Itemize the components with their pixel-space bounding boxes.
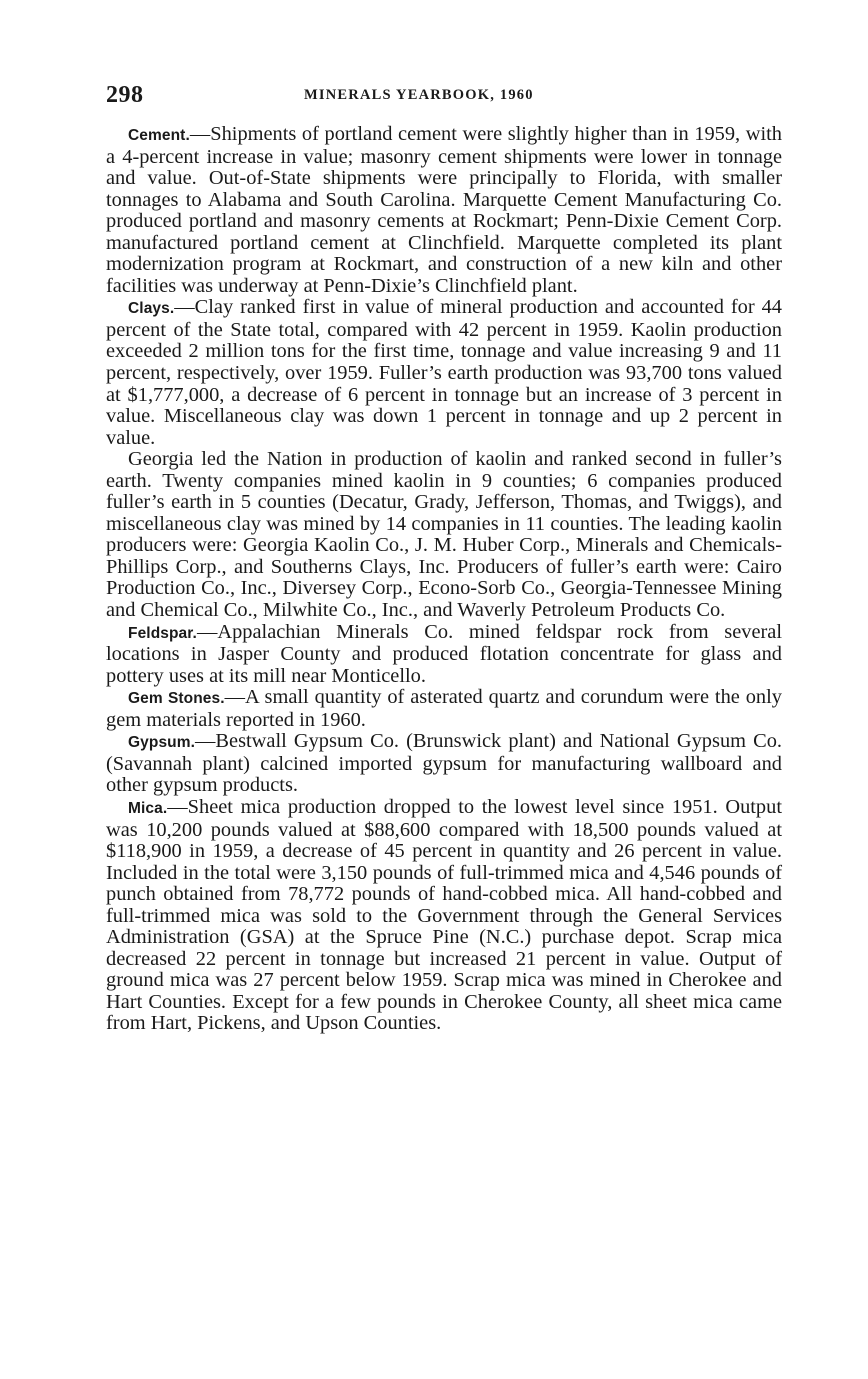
- paragraph-text: —Sheet mica production dropped to the lowest level since 1951. Output was 10,200 pounds valued at $88,600 compared with 18,500 pounds valued at $118,900 in 1959, a decrease of 45 percent in quantity and 26 percent in value. Included in the total were 3,150 pounds of full-trimmed mica and 4,546 pounds of punch obtained from 78,772 pounds of hand-cobbed mica. All hand-cobbed and full-trimmed mica was sold to the Government through the General Services Administration (GSA) at the Spruce Pine (N.C.) purchase depot. Scrap mica decreased 22 percent in tonnage but increased 21 percent in value. Output of ground mica was 27 percent below 1959. Scrap mica was mined in Cherokee and Hart Counties. Except for a few pounds in Cherokee County, all sheet mica came from Hart, Pickens, and Upson Counties.: [106, 795, 782, 1035]
- paragraph-clays: [106, 297, 782, 449]
- paragraph-text: —Clay ranked first in value of mineral production and accounted for 44 percent of the State total, compared with 42 percent in 1959. Kaolin production exceeded 2 million tons for the first time, tonnage and value increasing 9 and 11 percent, respectively, over 1959. Fuller’s earth production was 93,700 tons valued at $1,777,000, a decrease of 6 percent in tonnage but an increase of 3 percent in value. Miscellaneous clay was down 1 percent in tonnage and up 2 percent in value.: [106, 296, 782, 449]
- paragraph-text: —Appalachian Minerals Co. mined feldspar rock from several locations in Jasper County and produced flotation concentrate for glass and pottery uses at its mill near Monticello.: [106, 620, 782, 687]
- page-number: 298: [106, 82, 144, 108]
- section-heading-gem-stones: Gem Stones.: [128, 690, 225, 708]
- paragraph-clays-producers: [106, 449, 782, 621]
- section-heading-cement: Cement.: [128, 127, 190, 144]
- section-heading-clays: Clays.: [128, 300, 175, 318]
- section-heading-feldspar: Feldspar.: [128, 624, 197, 642]
- paragraph-feldspar: [106, 622, 782, 688]
- paragraph-text: —Shipments of portland cement were slightly higher than in 1959, with a 4-percent increase in value; masonry cement shipments were lower in tonnage and value. Out-of-State shipments were principally to Florida, with smaller tonnages to Alabama and South Carolina. Marquette Cement Manufacturing Co. produced portland and masonry cements at Rockmart; Penn-Dixie Cement Corp. manufactured portland cement at Clinchfield. Marquette completed its plant modernization program at Rockmart, and construction of a new kiln and other facilities was underway at Penn-Dixie’s Clinchfield plant.: [106, 123, 782, 297]
- paragraph-text: —Bestwall Gypsum Co. (Brunswick plant) and National Gypsum Co. (Savannah plant) calcined imported gypsum for manufacturing wallboard and other gypsum products.: [106, 730, 782, 797]
- paragraph-mica: [106, 797, 782, 1035]
- body-text: [106, 124, 782, 1035]
- paragraph-cement: [106, 124, 782, 297]
- running-title: MINERALS YEARBOOK, 1960: [304, 87, 534, 103]
- paragraph-text: —A small quantity of asterated quartz and corundum were the only gem materials reported in 1960.: [106, 686, 782, 731]
- paragraph-gem-stones: [106, 687, 782, 731]
- paragraph-text: Georgia led the Nation in production of kaolin and ranked second in fuller’s earth. Twenty companies mined kaolin in 9 counties; 6 companies produced fuller’s earth in 5 counties (Decatur, Grady, Jefferson, Thomas, and Twiggs), and miscellaneous clay was mined by 14 companies in 11 counties. The leading kaolin producers were: Georgia Kaolin Co., J. M. Huber Corp., Minerals and Chemicals-Phillips Corp., and Southerns Clays, Inc. Producers of fuller’s earth were: Cairo Production Co., Inc., Diversey Corp., Econo-Sorb Co., Georgia-Tennessee Mining and Chemical Co., Milwhite Co., Inc., and Waverly Petroleum Products Co.: [106, 448, 782, 622]
- section-heading-mica: Mica.: [128, 799, 168, 817]
- running-head: [106, 82, 782, 114]
- section-heading-gypsum: Gypsum.: [128, 734, 196, 752]
- paragraph-gypsum: [106, 731, 782, 797]
